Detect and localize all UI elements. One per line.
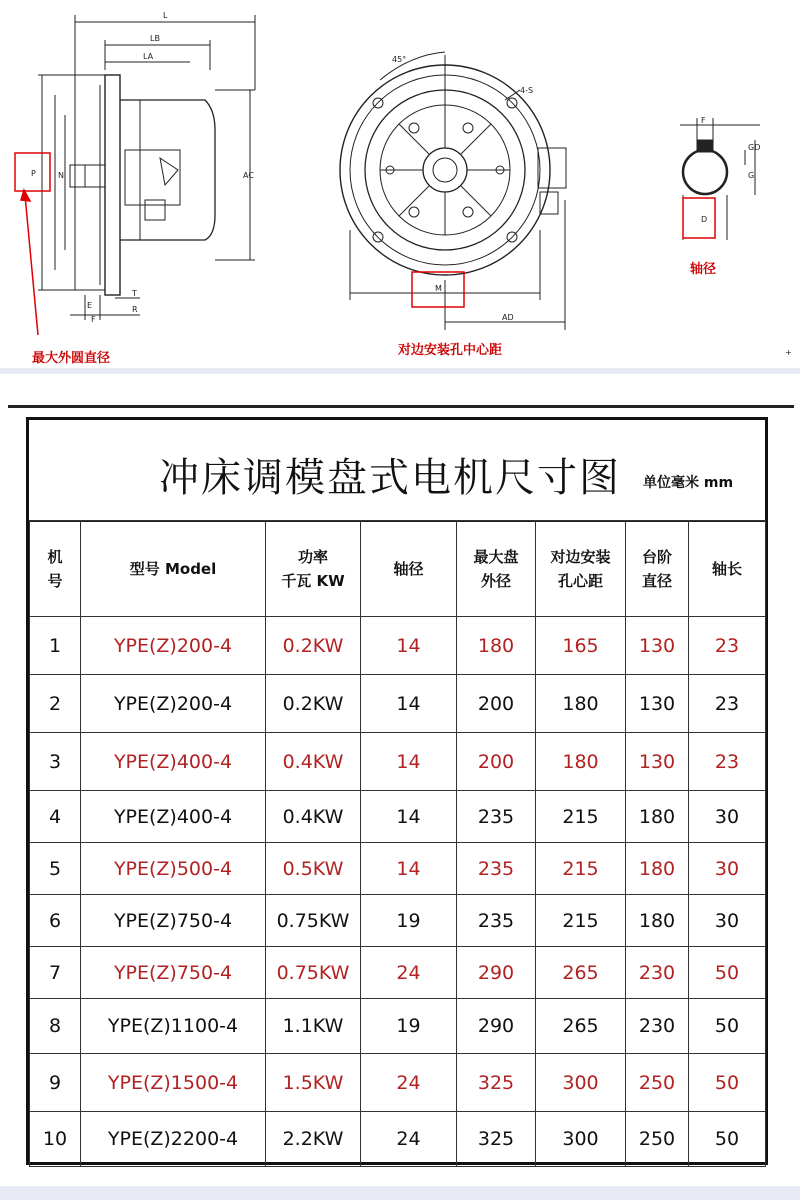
cell-hole-dist: 265 (536, 999, 626, 1054)
cell-power: 0.2KW (266, 617, 361, 675)
cell-power: 1.1KW (266, 999, 361, 1054)
corner-mark: + (785, 348, 792, 357)
cell-no: 6 (30, 895, 81, 947)
cell-no: 5 (30, 843, 81, 895)
cell-no: 9 (30, 1054, 81, 1112)
dim-GD: GD (748, 143, 761, 152)
header-hole-center-distance: 对边安装 孔心距 (536, 521, 626, 617)
cell-no: 2 (30, 675, 81, 733)
cell-hole-dist: 180 (536, 675, 626, 733)
table-row (30, 1054, 766, 1112)
table-row (30, 895, 766, 947)
dim-AC: AC (243, 171, 254, 180)
table-row (30, 843, 766, 895)
cell-hole-dist: 180 (536, 733, 626, 791)
cell-no: 3 (30, 733, 81, 791)
header-step-diameter: 台阶 直径 (626, 521, 689, 617)
cell-step-dia: 250 (626, 1054, 689, 1112)
cell-max-dia: 200 (457, 675, 536, 733)
dimension-drawings (0, 0, 800, 380)
dim-P: P (31, 169, 36, 178)
cell-max-dia: 180 (457, 617, 536, 675)
cell-step-dia: 130 (626, 675, 689, 733)
cell-shaft: 14 (361, 617, 457, 675)
cell-step-dia: 250 (626, 1112, 689, 1167)
dimension-table (29, 520, 766, 1167)
cell-shaft-len: 50 (689, 1112, 766, 1167)
cell-power: 2.2KW (266, 1112, 361, 1167)
cell-model: YPE(Z)400-4 (81, 791, 266, 843)
dim-N: N (58, 171, 64, 180)
dim-T: T (132, 289, 137, 298)
dim-4-S: 4-S (520, 86, 534, 95)
header-max-disc-diameter: 最大盘 外径 (457, 521, 536, 617)
cell-shaft-len: 30 (689, 895, 766, 947)
header-shaft-diameter: 轴径 (361, 521, 457, 617)
cell-step-dia: 180 (626, 791, 689, 843)
cell-shaft: 14 (361, 733, 457, 791)
cell-power: 0.4KW (266, 733, 361, 791)
header-model: 型号 Model (81, 521, 266, 617)
cell-model: YPE(Z)1100-4 (81, 999, 266, 1054)
dim-D: D (701, 215, 708, 224)
table-row (30, 733, 766, 791)
cell-step-dia: 180 (626, 843, 689, 895)
cell-step-dia: 130 (626, 617, 689, 675)
shaft-view-highlight-box (683, 198, 715, 238)
dim-LB: LB (150, 34, 160, 43)
callout-arrow (25, 195, 38, 335)
cell-shaft-len: 30 (689, 843, 766, 895)
cell-power: 0.4KW (266, 791, 361, 843)
cell-hole-dist: 215 (536, 895, 626, 947)
cell-shaft-len: 50 (689, 1054, 766, 1112)
bottom-band (0, 1186, 800, 1200)
cell-shaft-len: 50 (689, 947, 766, 999)
dim-45: 45° (392, 55, 407, 64)
cell-shaft-len: 23 (689, 617, 766, 675)
cell-hole-dist: 300 (536, 1054, 626, 1112)
cell-model: YPE(Z)750-4 (81, 947, 266, 999)
cell-model: YPE(Z)400-4 (81, 733, 266, 791)
cell-shaft: 19 (361, 999, 457, 1054)
cell-model: YPE(Z)200-4 (81, 617, 266, 675)
dim-AD: AD (502, 313, 514, 322)
cell-power: 1.5KW (266, 1054, 361, 1112)
cell-max-dia: 325 (457, 1054, 536, 1112)
cell-power: 0.2KW (266, 675, 361, 733)
header-shaft-length: 轴长 (689, 521, 766, 617)
cell-shaft: 14 (361, 675, 457, 733)
cell-max-dia: 235 (457, 791, 536, 843)
dim-LA: LA (143, 52, 154, 61)
dim-M: M (435, 284, 442, 293)
cell-step-dia: 130 (626, 733, 689, 791)
cell-hole-dist: 215 (536, 791, 626, 843)
cell-model: YPE(Z)750-4 (81, 895, 266, 947)
header-power: 功率 千瓦 KW (266, 521, 361, 617)
table-unit: 单位毫米 mm (643, 475, 734, 491)
cell-no: 7 (30, 947, 81, 999)
cell-hole-dist: 265 (536, 947, 626, 999)
table-row (30, 675, 766, 733)
cell-shaft: 14 (361, 843, 457, 895)
callout-mounting-hole-distance: 对边安装孔中心距 (398, 343, 503, 358)
cell-model: YPE(Z)200-4 (81, 675, 266, 733)
cell-max-dia: 235 (457, 895, 536, 947)
table-row (30, 617, 766, 675)
technical-drawing (0, 0, 800, 380)
cell-model: YPE(Z)500-4 (81, 843, 266, 895)
separator-band (0, 368, 800, 374)
dim-F: F (91, 315, 96, 324)
cell-max-dia: 290 (457, 999, 536, 1054)
cell-max-dia: 235 (457, 843, 536, 895)
cell-no: 1 (30, 617, 81, 675)
dimension-table-frame (26, 417, 768, 1165)
cell-model: YPE(Z)1500-4 (81, 1054, 266, 1112)
cell-power: 0.5KW (266, 843, 361, 895)
callout-max-outer-diameter: 最大外圆直径 (32, 351, 111, 366)
dim-G: G (748, 171, 755, 180)
table-row (30, 1112, 766, 1167)
table-title: 冲床调模盘式电机尺寸图 (159, 455, 621, 501)
callout-shaft-diameter: 轴径 (690, 262, 717, 277)
cell-shaft-len: 23 (689, 675, 766, 733)
cell-no: 4 (30, 791, 81, 843)
table-header-row (30, 521, 766, 617)
header-machine-no: 机 号 (30, 521, 81, 617)
cell-shaft: 14 (361, 791, 457, 843)
dim-shaft-F: F (701, 116, 706, 125)
dim-E: E (87, 301, 93, 310)
cell-shaft-len: 50 (689, 999, 766, 1054)
dim-R: R (132, 305, 138, 314)
horizontal-rule (8, 405, 794, 408)
cell-hole-dist: 215 (536, 843, 626, 895)
cell-max-dia: 325 (457, 1112, 536, 1167)
cell-power: 0.75KW (266, 895, 361, 947)
cell-shaft: 19 (361, 895, 457, 947)
cell-hole-dist: 300 (536, 1112, 626, 1167)
dim-L: L (163, 11, 168, 20)
table-title-row (29, 420, 765, 522)
table-row (30, 947, 766, 999)
cell-shaft: 24 (361, 947, 457, 999)
cell-shaft-len: 23 (689, 733, 766, 791)
table-row (30, 791, 766, 843)
cell-shaft-len: 30 (689, 791, 766, 843)
table-row (30, 999, 766, 1054)
cell-power: 0.75KW (266, 947, 361, 999)
cell-no: 10 (30, 1112, 81, 1167)
cell-max-dia: 200 (457, 733, 536, 791)
cell-shaft: 24 (361, 1112, 457, 1167)
cell-step-dia: 230 (626, 999, 689, 1054)
cell-max-dia: 290 (457, 947, 536, 999)
cell-step-dia: 180 (626, 895, 689, 947)
cell-hole-dist: 165 (536, 617, 626, 675)
cell-step-dia: 230 (626, 947, 689, 999)
cell-model: YPE(Z)2200-4 (81, 1112, 266, 1167)
cell-no: 8 (30, 999, 81, 1054)
cell-shaft: 24 (361, 1054, 457, 1112)
